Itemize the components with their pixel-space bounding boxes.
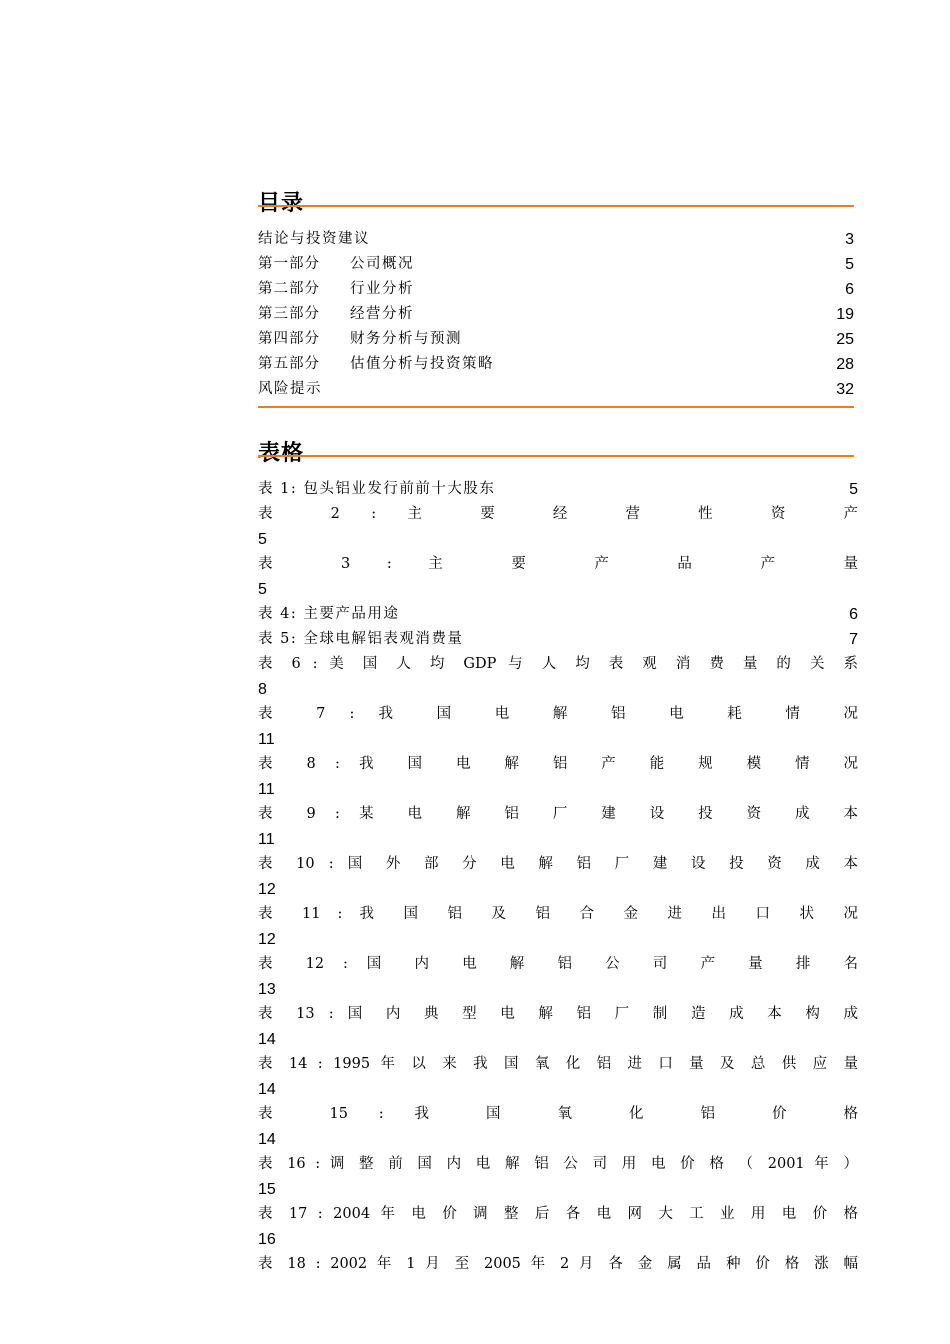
toc-entry-part: 第三部分 — [258, 306, 320, 322]
table-list-entry[interactable] — [258, 902, 858, 952]
toc-entry[interactable] — [258, 327, 858, 352]
table-list-entry-page — [258, 1277, 858, 1302]
table-list-entry-title: 表 2 : 主 要 经 营 性 资 产 — [258, 506, 858, 522]
toc-entry-title: 估值分析与投资策略 — [350, 356, 494, 372]
table-list-entry[interactable] — [258, 602, 858, 627]
table-list-entry[interactable] — [258, 1202, 858, 1252]
table-list-entry-page: 14 — [258, 1031, 276, 1048]
toc-entry-page: 6 — [845, 281, 854, 298]
table-list-entry[interactable] — [258, 652, 858, 702]
table-list-entry-title: 表 10 : 国 外 部 分 电 解 铝 厂 建 设 投 资 成 本 — [258, 856, 858, 872]
tables-list — [258, 477, 858, 1302]
toc-heading-rule — [258, 205, 854, 207]
toc-entry-page: 32 — [836, 381, 854, 398]
table-list-entry-title: 表 6 : 美 国 人 均 GDP 与 人 均 表 观 消 费 量 的 关 系 — [258, 656, 858, 672]
table-list-entry-title: 表 13 : 国 内 典 型 电 解 铝 厂 制 造 成 本 构 成 — [258, 1006, 858, 1022]
toc-entry-page: 5 — [845, 256, 854, 273]
toc-entry-page: 19 — [836, 306, 854, 323]
table-list-entry-page: 11 — [258, 731, 275, 748]
table-list-entry-page: 15 — [258, 1181, 276, 1198]
table-list-entry[interactable] — [258, 502, 858, 552]
table-list-entry-title: 表 5: 全球电解铝表观消费量 — [258, 631, 464, 647]
table-list-entry-page: 14 — [258, 1131, 276, 1148]
table-list-entry[interactable] — [258, 1252, 858, 1302]
table-list-entry-title: 表 8 : 我 国 电 解 铝 产 能 规 模 情 况 — [258, 756, 858, 772]
toc-entry-part: 第一部分 — [258, 256, 320, 272]
toc-entry-title: 风险提示 — [258, 381, 322, 397]
toc-entry-title: 结论与投资建议 — [258, 231, 370, 247]
table-list-entry[interactable] — [258, 952, 858, 1002]
toc-entry-page: 3 — [845, 231, 854, 248]
toc-entry[interactable] — [258, 302, 858, 327]
table-list-entry-page: 5 — [258, 531, 267, 548]
table-list-entry[interactable] — [258, 802, 858, 852]
table-list-entry-page: 5 — [849, 481, 858, 498]
table-list-entry[interactable] — [258, 477, 858, 502]
table-list-entry-page: 5 — [258, 581, 267, 598]
toc-heading: 目录 — [258, 190, 305, 216]
toc-entry[interactable] — [258, 252, 858, 277]
toc-entry[interactable] — [258, 277, 858, 302]
table-list-entry-page: 13 — [258, 981, 276, 998]
table-list-entry-title: 表 18 : 2002 年 1 月 至 2005 年 2 月 各 金 属 品 种 价 格 涨 幅 — [258, 1256, 858, 1272]
table-list-entry[interactable] — [258, 552, 858, 602]
table-list-entry[interactable] — [258, 627, 858, 652]
table-list-entry[interactable] — [258, 1052, 858, 1102]
table-list-entry-page: 16 — [258, 1231, 276, 1248]
table-list-entry-title: 表 3 : 主 要 产 品 产 量 — [258, 556, 858, 572]
table-list-entry-title: 表 4: 主要产品用途 — [258, 606, 400, 622]
table-list-entry-page: 6 — [849, 606, 858, 623]
table-list-entry[interactable] — [258, 852, 858, 902]
toc-entry[interactable] — [258, 377, 858, 402]
table-list-entry-page: 14 — [258, 1081, 276, 1098]
table-list-entry-title: 表 7 : 我 国 电 解 铝 电 耗 情 况 — [258, 706, 858, 722]
table-list-entry-page: 11 — [258, 831, 275, 848]
toc-list — [258, 227, 858, 402]
toc-entry-page: 28 — [836, 356, 854, 373]
toc-entry-part: 第二部分 — [258, 281, 320, 297]
table-list-entry-page: 12 — [258, 881, 276, 898]
table-list-entry[interactable] — [258, 702, 858, 752]
toc-entry-part: 第五部分 — [258, 356, 320, 372]
table-list-entry-page: 12 — [258, 931, 276, 948]
toc-entry-title: 公司概况 — [350, 256, 414, 272]
table-list-entry-title: 表 9 : 某 电 解 铝 厂 建 设 投 资 成 本 — [258, 806, 858, 822]
toc-entry-part: 第四部分 — [258, 331, 320, 347]
toc-entry-page: 25 — [836, 331, 854, 348]
table-list-entry-page: 11 — [258, 781, 275, 798]
table-list-entry-title: 表 16 : 调 整 前 国 内 电 解 铝 公 司 用 电 价 格 （ 2001 年 ） — [258, 1156, 858, 1172]
table-list-entry-title: 表 12 : 国 内 电 解 铝 公 司 产 量 排 名 — [258, 956, 858, 972]
table-list-entry-page: 7 — [849, 631, 858, 648]
table-list-entry-title: 表 11 : 我 国 铝 及 铝 合 金 进 出 口 状 况 — [258, 906, 858, 922]
table-list-entry-title: 表 15 : 我 国 氧 化 铝 价 格 — [258, 1106, 858, 1122]
toc-entry-title: 财务分析与预测 — [350, 331, 462, 347]
tables-heading-rule — [258, 455, 854, 457]
toc-entry-title: 经营分析 — [350, 306, 414, 322]
table-list-entry-title: 表 17 : 2004 年 电 价 调 整 后 各 电 网 大 工 业 用 电 价 格 — [258, 1206, 858, 1222]
table-list-entry[interactable] — [258, 1152, 858, 1202]
table-list-entry-page: 8 — [258, 681, 267, 698]
toc-bottom-rule — [258, 406, 854, 408]
tables-heading: 表格 — [258, 440, 305, 466]
table-list-entry[interactable] — [258, 752, 858, 802]
toc-entry-title: 行业分析 — [350, 281, 414, 297]
toc-entry[interactable] — [258, 227, 858, 252]
table-list-entry[interactable] — [258, 1002, 858, 1052]
table-list-entry-title: 表 1: 包头铝业发行前前十大股东 — [258, 481, 496, 497]
table-list-entry[interactable] — [258, 1102, 858, 1152]
toc-entry[interactable] — [258, 352, 858, 377]
table-list-entry-title: 表 14 : 1995 年 以 来 我 国 氧 化 铝 进 口 量 及 总 供 应 量 — [258, 1056, 858, 1072]
